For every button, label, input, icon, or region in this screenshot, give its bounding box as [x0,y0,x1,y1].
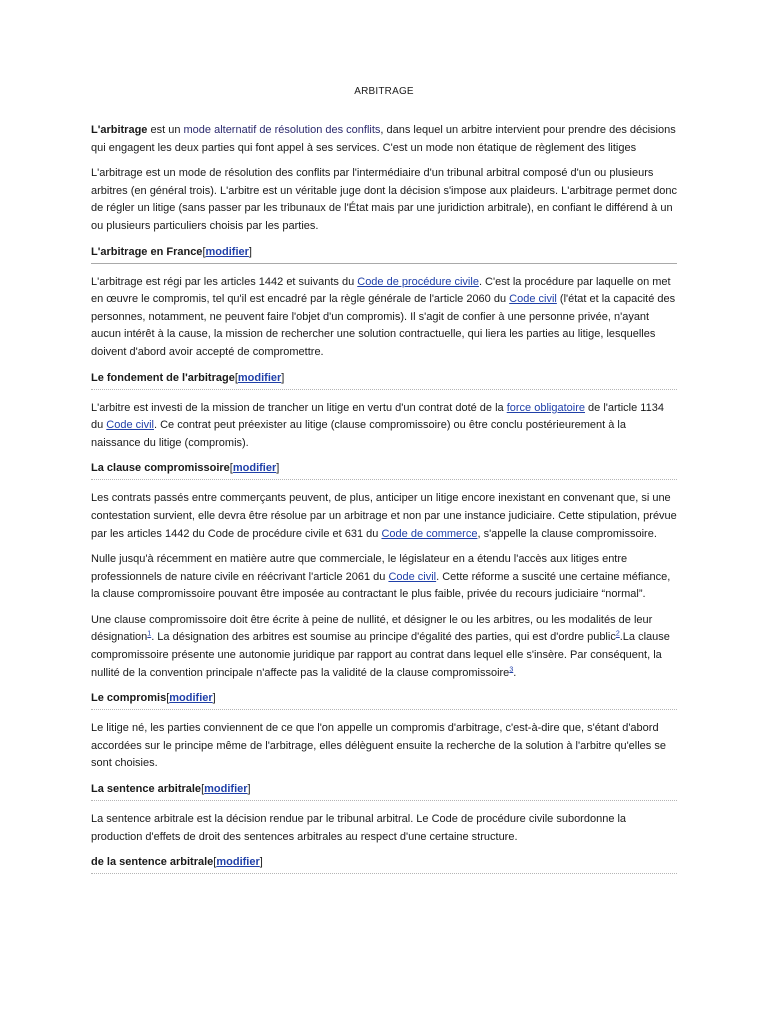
edit-link-sentence[interactable]: modifier [204,783,248,796]
heading-text: Le compromis [91,692,167,705]
edit-link-clause[interactable]: modifier [232,462,277,475]
document-title: ARBITRAGE [354,86,414,97]
section-heading-compromis: Le compromis[modifier] [91,690,677,710]
clause-paragraph-1 [91,490,677,543]
link-force-obligatoire[interactable]: force obligatoire [506,401,585,414]
clause-paragraph-2 [91,551,677,604]
intro-link[interactable]: mode alternatif de résolution des conflits [183,124,381,136]
text-run: . Cette réforme a suscité une certaine méfiance, la clause compromissoire pouvant être imposée au contractant le plus faible, privée du recours judiciaire “normal”. [91,570,671,601]
text-run: .La clause compromissoire présente une autonomie juridique par rapport au contrat dans lequel elle s'insère. Par conséquent, la nullité de la convention principale n'affecte pas la validité de la clause compromissoire [91,631,670,679]
text-run: L'arbitrage est régi par les articles 1442 et suivants du [91,275,358,288]
link-code-civil[interactable]: Code civil [388,570,437,583]
intro-text-1: est un [147,124,184,136]
text-run: L'arbitre est investi de la mission de trancher un litige en vertu d'un contrat doté de la [91,401,507,414]
section-heading-fondement: Le fondement de l'arbitrage[modifier] [91,370,677,390]
intro-bold-term: L'arbitrage [91,124,148,136]
section-heading-clause: La clause compromissoire[modifier] [91,460,677,480]
footnote-ref-2[interactable]: 2 [615,630,620,638]
link-code-procedure-civile[interactable]: Code de procédure civile [357,275,479,288]
edit-link-fondement[interactable]: modifier [237,371,282,384]
heading-text: La sentence arbitrale [91,783,202,796]
section-heading-sentence: La sentence arbitrale[modifier] [91,781,677,801]
section-heading-de-sentence: de la sentence arbitrale[modifier] [91,854,677,874]
footnote-ref-1[interactable]: 1 [147,630,152,638]
heading-text: La clause compromissoire [91,462,230,475]
fondement-paragraph [91,400,677,453]
edit-link-de-sentence[interactable]: modifier [216,856,260,869]
text-run: . [513,666,517,679]
intro-text-2: , dans lequel un arbitre intervient pour prendre des décisions qui engagent les deux parties qui font appel à ses services. C'est un mode non étatique de règlement des litiges [91,124,676,154]
heading-text: Le fondement de l'arbitrage [91,371,235,384]
footnote-ref-3[interactable]: 3 [509,666,514,673]
link-code-de-commerce[interactable]: Code de commerce [381,527,478,540]
link-code-civil[interactable]: Code civil [106,419,154,432]
clause-paragraph-3 [91,612,677,682]
text-run: (l'état et la capacité des personnes, notamment, ne peuvent faire l'objet d'un compromis). Il s'agit de confier à une personne privée, n'ayant aucun intérêt à la cause, la mission de rechercher une solution contractuelle, qui liera les parties au litige, lesquelles doivent d'abord avoir accepté de compromettre. [91,293,676,358]
edit-link-france[interactable]: modifier [205,245,249,258]
text-run: de l'article 1134 du [91,401,664,432]
text-run: , s'appelle la clause compromissoire. [477,527,657,540]
sentence-paragraph: La sentence arbitrale est la décision rendue par le tribunal arbitral. Le Code de procédure civile subordonne la production d'effets de droit des sentences arbitrales au respect d'une certaine structure. [91,813,627,843]
text-run: . Ce contrat peut préexister au litige (clause compromissoire) ou être conclu postérieurement à la naissance du litige (compromis). [91,419,626,449]
intro-paragraph [91,122,677,157]
text-run: Nulle jusqu'à récemment en matière autre que commerciale, le législateur en a étendu l'accès aux litiges entre professionnels de nature civile en réécrivant l'article 2061 du [91,553,628,583]
heading-text: L'arbitrage en France [91,245,203,258]
definition-paragraph: L'arbitrage est un mode de résolution des conflits par l'intermédiaire d'un tribunal arbitral composé d'un ou plusieurs arbitres (en général trois). L'arbitre est un véritable juge dont la décision s'impose aux plaideurs. L'arbitrage permet donc de régler un litige (sans passer par les tribunaux de l'État mais par une juridiction arbitrale), en confiant le différend à un ou plusieurs particuliers choisis par les parties. [91,167,677,232]
compromis-paragraph: Le litige né, les parties conviennent de ce que l'on appelle un compromis d'arbitrage, c'est-à-dire que, s'étant d'abord accordées sur le principe même de l'arbitrage, elles délèguent ensuite la recherche de la solution à l'arbitre qu'elles se sont choisies. [91,722,666,770]
edit-link-compromis[interactable]: modifier [169,692,213,705]
section-heading-france: L'arbitrage en France[modifier] [91,244,677,264]
text-run: Une clause compromissoire doit être écrite à peine de nullité, et désigner le ou les arbitres, ou les modalités de leur désignation [91,613,653,644]
document-page [91,84,677,884]
france-paragraph [91,274,677,362]
text-run: . La désignation des arbitres est soumise au principe d'égalité des parties, qui est d'ordre public [151,631,616,644]
heading-text: de la sentence arbitrale [91,856,214,869]
text-run: . C'est la procédure par laquelle on met en œuvre le compromis, tel qu'il est encadré par la règle générale de l'article 2060 du [91,275,671,306]
link-code-civil[interactable]: Code civil [509,293,557,306]
text-run: Les contrats passés entre commerçants peuvent, de plus, anticiper un litige encore inexistant en convenant que, si une contestation survient, elle devra être résolue par un arbitrage et non par une instance judiciaire. Cette stipulation, prévue par les articles 1442 du Code de procédure civile et 631 du [91,492,677,540]
